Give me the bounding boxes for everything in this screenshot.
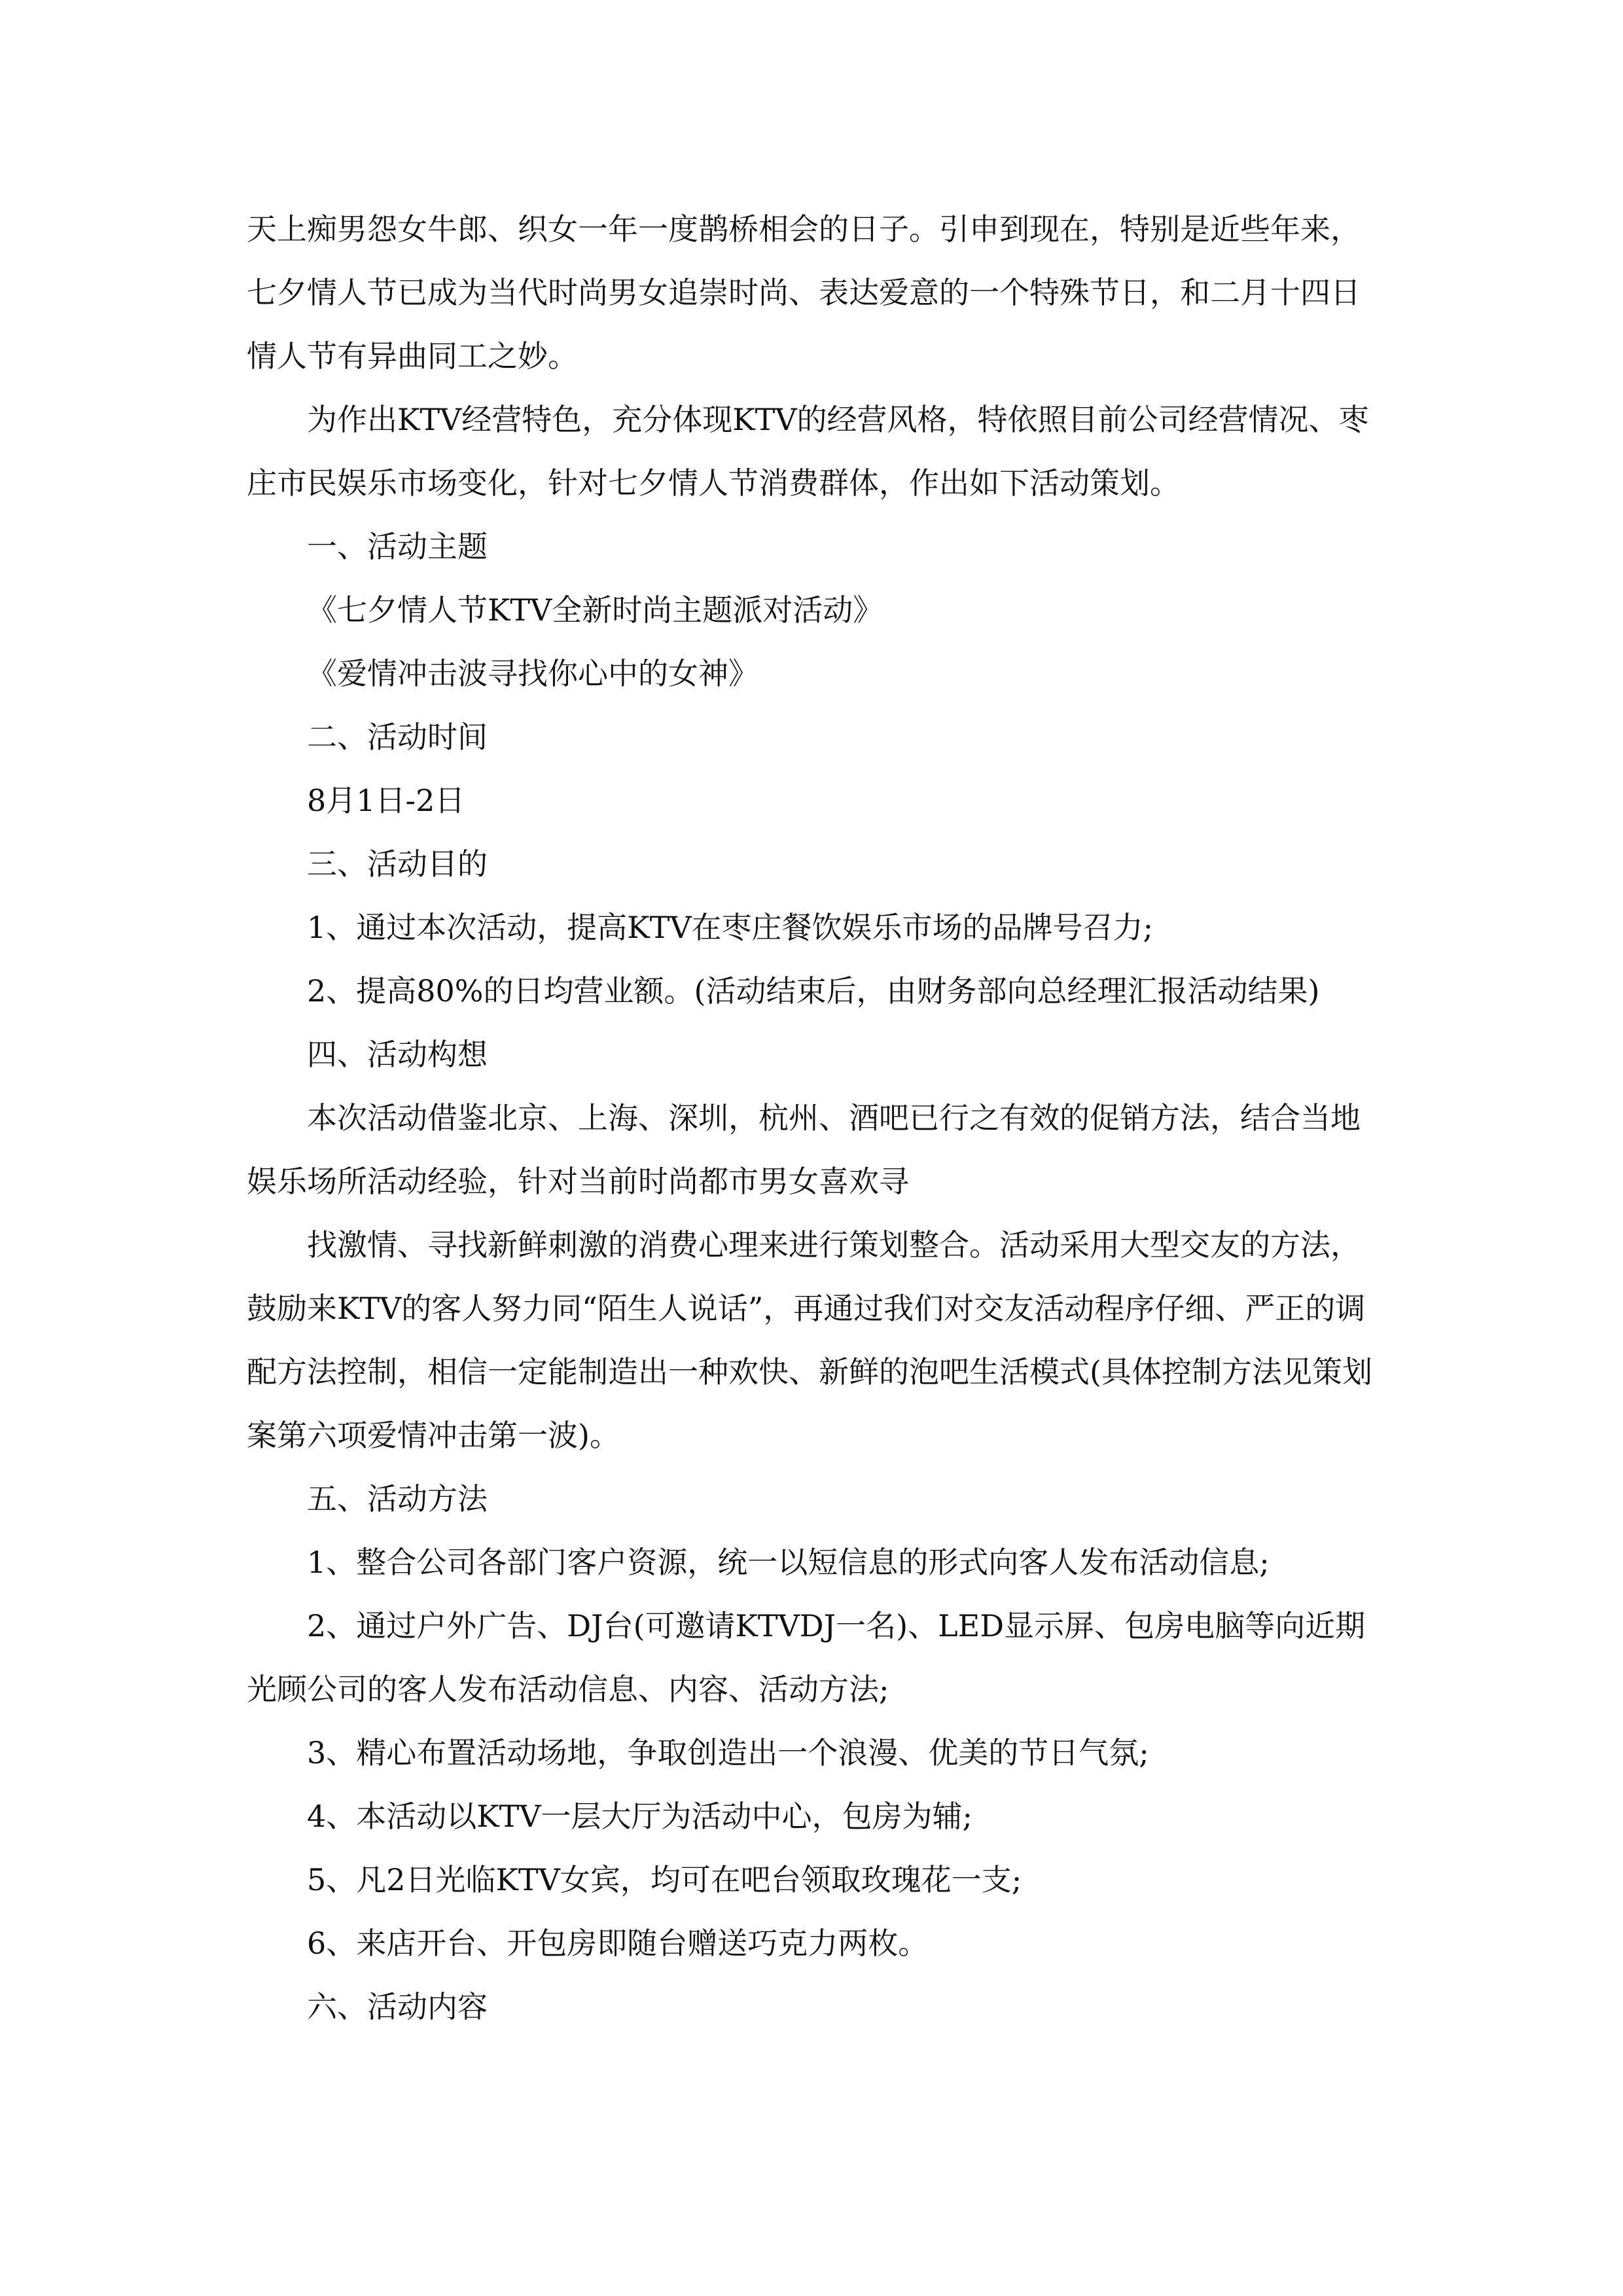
theme-line-1: 《七夕情人节KTV全新时尚主题派对活动》 (307, 592, 883, 628)
method-item-5: 5、凡2日光临KTV女宾，均可在吧台领取玫瑰花一支; (307, 1862, 1022, 1897)
section-heading-goal: 三、活动目的 (307, 846, 488, 882)
theme-line-2: 《爱情冲击波寻找你心中的女神》 (307, 656, 758, 691)
section-heading-time: 二、活动时间 (307, 719, 488, 755)
method-item-3: 3、精心布置活动场地，争取创造出一个浪漫、优美的节日气氛; (307, 1735, 1149, 1770)
section-heading-theme: 一、活动主题 (307, 529, 488, 564)
concept-paragraph-2: 找激情、寻找新鲜刺激的消费心理来进行策划整合。活动采用大型交友的方法，鼓励来KTV的客人努力同“陌生人说话”，再通过我们对交友活动程序仔细、严正的调配方法控制，相信一定能制造出一种欢快、新鲜的泡吧生活模式(具体控制方法见策划案第六项爱情冲击第一波)。 (247, 1227, 1372, 1453)
section-heading-content: 六、活动内容 (307, 1989, 488, 2024)
event-date: 8月1日-2日 (307, 783, 465, 818)
document-body (247, 198, 1379, 2039)
method-item-2: 2、通过户外广告、DJ台(可邀请KTVDJ一名)、LED显示屏、包房电脑等向近期光顾公司的客人发布活动信息、内容、活动方法; (247, 1608, 1366, 1707)
method-item-6: 6、来店开台、开包房即随台赠送巧克力两枚。 (307, 1926, 929, 1961)
paragraph-purpose: 为作出KTV经营特色，充分体现KTV的经营风格，特依照目前公司经营情况、枣庄市民娱乐市场变化，针对七夕情人节消费群体，作出如下活动策划。 (247, 402, 1369, 501)
method-item-4: 4、本活动以KTV一层大厅为活动中心，包房为辅; (307, 1799, 973, 1834)
paragraph-intro-continued: 天上痴男怨女牛郎、织女一年一度鹊桥相会的日子。引申到现在，特别是近些年来，七夕情人节已成为当代时尚男女追崇时尚、表达爱意的一个特殊节日，和二月十四日情人节有异曲同工之妙。 (247, 211, 1361, 374)
goal-item-1: 1、通过本次活动，提高KTV在枣庄餐饮娱乐市场的品牌号召力; (307, 910, 1154, 945)
section-heading-method: 五、活动方法 (307, 1481, 488, 1516)
concept-paragraph-1: 本次活动借鉴北京、上海、深圳，杭州、酒吧已行之有效的促销方法，结合当地娱乐场所活动经验，针对当前时尚都市男女喜欢寻 (247, 1100, 1361, 1199)
method-item-1: 1、整合公司各部门客户资源，统一以短信息的形式向客人发布活动信息; (307, 1545, 1270, 1580)
goal-item-2: 2、提高80%的日均营业额。(活动结束后，由财务部向总经理汇报活动结果) (307, 973, 1320, 1009)
section-heading-concept: 四、活动构想 (307, 1037, 488, 1072)
